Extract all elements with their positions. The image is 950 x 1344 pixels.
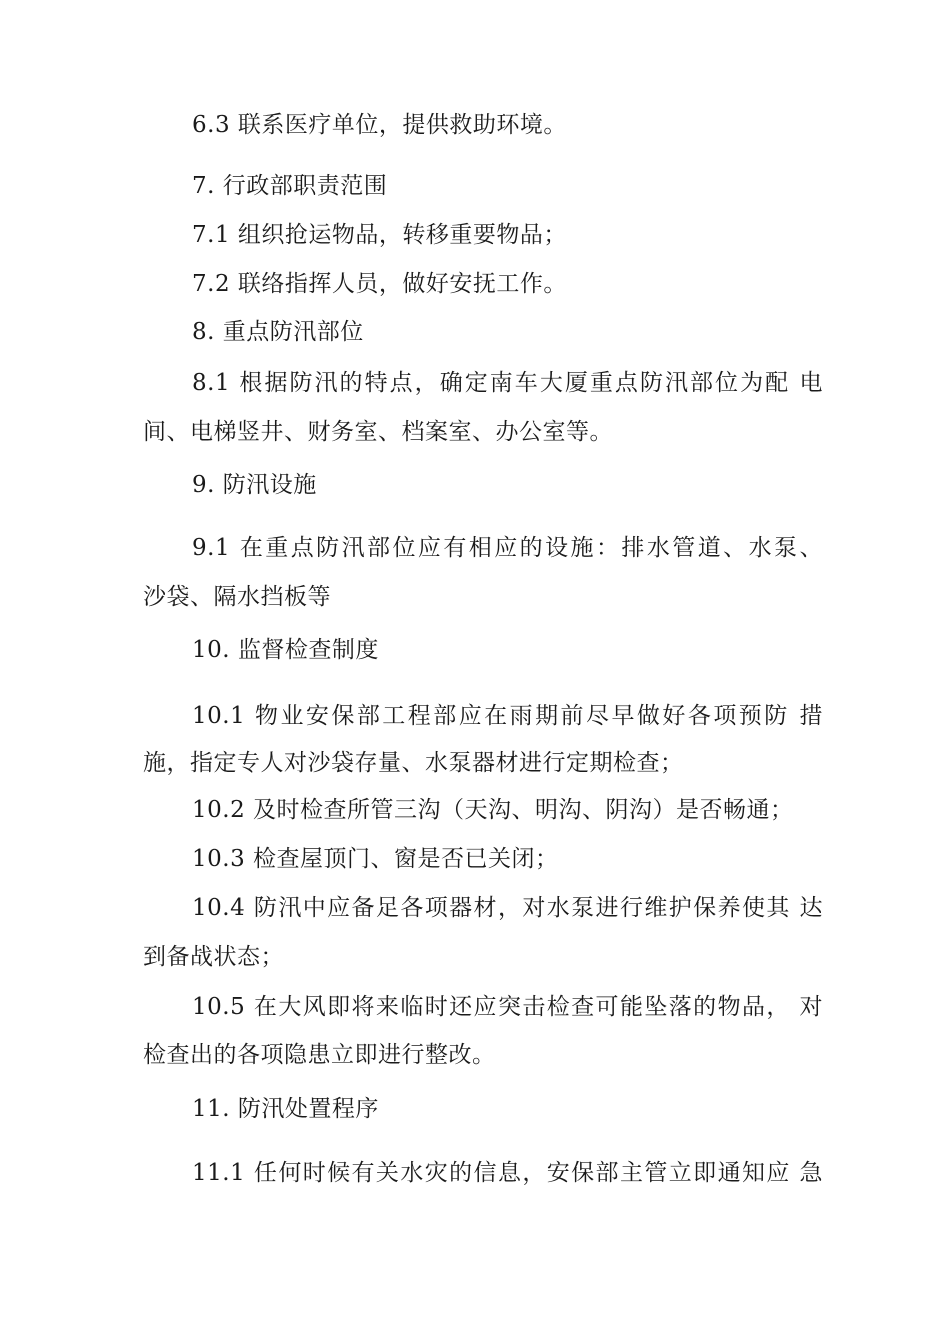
paragraph-7-2: 7.2 联络指挥人员，做好安抚工作。 (192, 271, 567, 297)
heading-10: 10. 监督检查制度 (192, 637, 379, 663)
paragraph-10-4-line-1: 10.4 防汛中应备足各项器材，对水泵进行维护保养使其 达 (192, 895, 823, 921)
paragraph-9-1-line-1: 9.1 在重点防汛部位应有相应的设施：排水管道、水泵、 (192, 535, 823, 561)
paragraph-10-4-line-2: 到备战状态； (143, 944, 284, 970)
heading-8: 8. 重点防汛部位 (192, 319, 364, 345)
heading-7: 7. 行政部职责范围 (192, 173, 388, 199)
heading-11: 11. 防汛处置程序 (192, 1096, 379, 1122)
paragraph-10-5-line-1: 10.5 在大风即将来临时还应突击检查可能坠落的物品， 对 (192, 994, 823, 1020)
paragraph-10-3: 10.3 检查屋顶门、窗是否已关闭； (192, 846, 559, 872)
paragraph-8-1-line-2: 间、电梯竖井、财务室、档案室、办公室等。 (143, 419, 613, 445)
paragraph-7-1: 7.1 组织抢运物品，转移重要物品； (192, 222, 567, 248)
paragraph-11-1-line-1: 11.1 任何时候有关水灾的信息，安保部主管立即通知应 急 (192, 1160, 823, 1186)
paragraph-10-5-line-2: 检查出的各项隐患立即进行整改。 (143, 1042, 496, 1068)
paragraph-6-3: 6.3 联系医疗单位，提供救助环境。 (192, 112, 567, 138)
paragraph-9-1-line-2: 沙袋、隔水挡板等 (143, 584, 331, 610)
paragraph-10-1-line-2: 施，指定专人对沙袋存量、水泵器材进行定期检查； (143, 750, 684, 776)
paragraph-10-2: 10.2 及时检查所管三沟（天沟、明沟、阴沟）是否畅通； (192, 797, 794, 823)
paragraph-8-1-line-1: 8.1 根据防汛的特点，确定南车大厦重点防汛部位为配 电 (192, 370, 823, 396)
paragraph-10-1-line-1: 10.1 物业安保部工程部应在雨期前尽早做好各项预防 措 (192, 703, 823, 729)
heading-9: 9. 防汛设施 (192, 472, 317, 498)
